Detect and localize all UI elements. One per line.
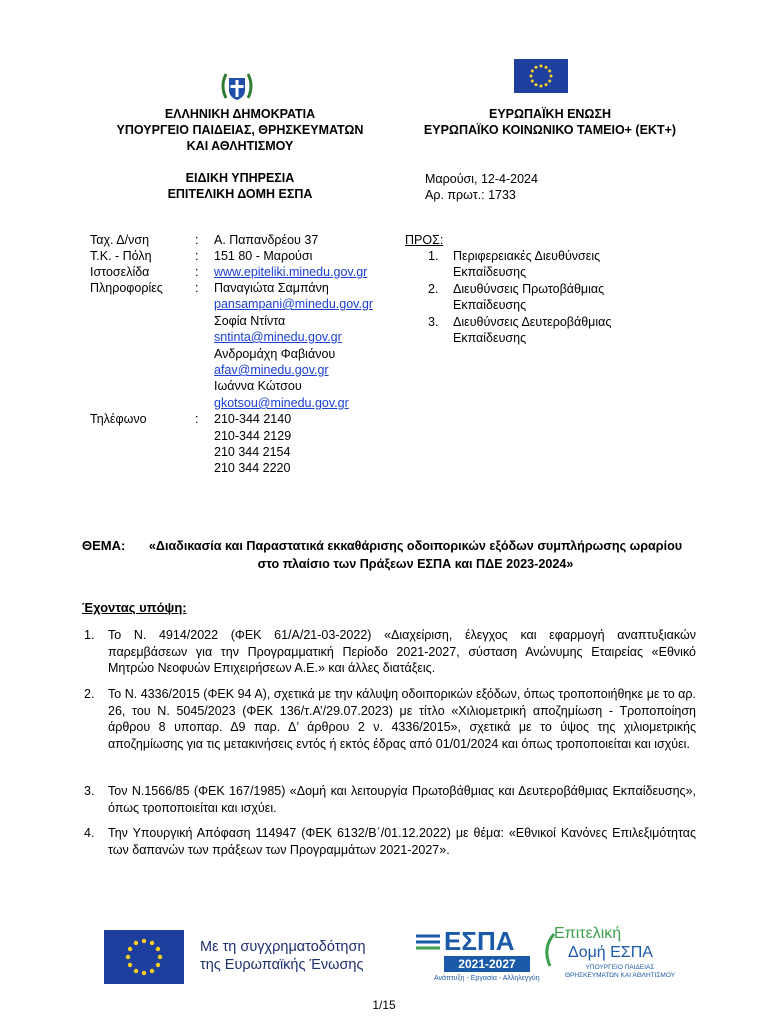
espa-logo bbox=[414, 926, 540, 988]
consideration-text: Την Υπουργική Απόφαση 114947 (ΦΕΚ 6132/Β΄/01.12.2022) με θέμα: «Εθνικοί Κανόνες Επιλεξιμότητας των δαπανών των πράξεων των Προγραμμάτων 2021-2027». bbox=[108, 826, 696, 857]
contact-email-link[interactable]: gkotsou@minedu.gov.gr bbox=[214, 396, 349, 410]
recipient-line: Εκπαίδευσης bbox=[453, 298, 527, 312]
address-value: Α. Παπανδρέου 37 bbox=[214, 233, 319, 247]
contact-email-link[interactable]: afav@minedu.gov.gr bbox=[214, 363, 329, 377]
contact-name: Παναγιώτα Σαμπάνη bbox=[214, 281, 329, 295]
consideration-item bbox=[84, 627, 696, 677]
considering-label: Έχοντας υπόψη: bbox=[82, 600, 187, 615]
consideration-text: Το Ν. 4336/2015 (ΦΕΚ 94 Α), σχετικά με την κάλυψη οδοιπορικών εξόδων, όπως τροποποιήθηκε με το αρ. 26, του Ν. 5045/2023 (ΦΕΚ 136/τ.Α’/29.07.2023) με τίτλο «Χιλιομετρική αποζημίωση - Τροποποίηση άρθρου 8 υποπαρ. Δ9 παρ. Δ’ άρθρου 2 ν. 4336/2015», σχετικά με το ύψος της χιλιομετρικής αποζημίωσης για τις μετακινήσεις εντός ή εκτός έδρας από 01/01/2024 και όπως τροποποιείται και ισχύει. bbox=[108, 687, 696, 751]
espa-tagline: Ανάπτυξη - Εργασία - Αλληλεγγύη bbox=[434, 975, 540, 982]
consideration-item bbox=[84, 825, 696, 858]
epiteliki-subtitle: Δομή ΕΣΠΑ bbox=[568, 944, 653, 961]
phone-number: 210 344 2154 bbox=[214, 445, 291, 459]
recipient-number: 3. bbox=[428, 315, 439, 329]
recipient-number: 1. bbox=[428, 249, 439, 263]
consideration-number: 1. bbox=[84, 628, 95, 642]
consideration-number: 2. bbox=[84, 687, 95, 701]
espa-waves-icon bbox=[414, 932, 444, 954]
date: Μαρούσι, 12-4-2024 bbox=[425, 172, 538, 186]
eu-header-line: ΕΥΡΩΠΑΪΚΗ ΕΝΩΣΗ bbox=[488, 107, 611, 121]
eu-header bbox=[400, 106, 700, 138]
phone-number: 210-344 2140 bbox=[214, 412, 292, 426]
info-label: Πληροφορίες bbox=[90, 281, 163, 295]
contact-name: Ιωάννα Κώτσου bbox=[214, 379, 302, 393]
cofunding-line: Με τη συγχρηματοδότηση bbox=[200, 939, 366, 955]
epiteliki-logo bbox=[540, 922, 680, 988]
recipient-line: Περιφερειακές Διευθύνσεις bbox=[453, 249, 601, 263]
colon: : bbox=[195, 281, 199, 295]
colon: : bbox=[195, 233, 199, 247]
phone-number: 210 344 2220 bbox=[214, 461, 291, 475]
ministry-header bbox=[100, 106, 380, 154]
subject-line: «Διαδικασία και Παραστατικά εκκαθάρισης οδοιπορικών εξόδων συμπλήρωσης ωραρίου bbox=[148, 539, 683, 553]
subject-text bbox=[128, 537, 703, 573]
consideration-text: Το Ν. 4914/2022 (ΦΕΚ 61/Α/21-03-2022) «Διαχείριση, έλεγχος και εφαρμογή αναπτυξιακών παρεμβάσεων για την Προγραμματική Περίοδο 2021-2027, σύσταση Ανώνυμης Εταιρείας «Εθνικό Μητρώο Νεοφυών Επιχειρήσεων Α.Ε.» και άλλες διατάξεις. bbox=[108, 628, 696, 675]
subject-line: στο πλαίσιο των Πράξεων ΕΣΠΑ και ΠΔΕ 2023-2024» bbox=[257, 557, 574, 571]
colon: : bbox=[195, 412, 199, 426]
consideration-item bbox=[84, 686, 696, 752]
phone-label: Τηλέφωνο bbox=[90, 412, 147, 426]
contact-name: Σοφία Ντίντα bbox=[214, 314, 286, 328]
recipient-number: 2. bbox=[428, 282, 439, 296]
eu-flag-icon bbox=[514, 59, 568, 93]
eu-flag-footer-icon bbox=[104, 930, 184, 984]
cofunding-text bbox=[200, 938, 366, 974]
header-line: ΥΠΟΥΡΓΕΙΟ ΠΑΙΔΕΙΑΣ, ΘΡΗΣΚΕΥΜΑΤΩΝ bbox=[116, 123, 364, 137]
consideration-text: Τον Ν.1566/85 (ΦΕΚ 167/1985) «Δομή και λειτουργία Πρωτοβάθμιας και Δευτεροβάθμιας Εκπαίδευσης», όπως τροποποιείται και ισχύει. bbox=[108, 784, 696, 815]
epiteliki-ministry bbox=[560, 964, 680, 980]
service-header bbox=[100, 170, 380, 202]
website-link[interactable]: www.epiteliki.minedu.gov.gr bbox=[214, 265, 368, 279]
recipients-label: ΠΡΟΣ: bbox=[405, 233, 444, 247]
service-line: ΕΠΙΤΕΛΙΚΗ ΔΟΜΗ ΕΣΠΑ bbox=[167, 187, 313, 201]
epiteliki-title: Επιτελική bbox=[554, 925, 622, 942]
page-number: 1/15 bbox=[372, 998, 396, 1012]
ministry-line: ΘΡΗΣΚΕΥΜΑΤΩΝ ΚΑΙ ΑΘΛΗΤΙΣΜΟΥ bbox=[564, 972, 676, 979]
recipient-line: Εκπαίδευσης bbox=[453, 265, 527, 279]
espa-title: ΕΣΠΑ bbox=[444, 926, 515, 956]
header-line: ΕΛΛΗΝΙΚΗ ΔΗΜΟΚΡΑΤΙΑ bbox=[164, 107, 316, 121]
address-label: Ταχ. Δ/νση bbox=[90, 233, 150, 247]
website-label: Ιστοσελίδα bbox=[90, 265, 150, 279]
postal-value: 151 80 - Μαρούσι bbox=[214, 249, 313, 263]
recipient-line: Διευθύνσεις Πρωτοβάθμιας bbox=[453, 282, 605, 296]
recipient-line: Εκπαίδευσης bbox=[453, 331, 527, 345]
greek-coat-of-arms-icon bbox=[218, 68, 256, 106]
cofunding-line: της Ευρωπαϊκής Ένωσης bbox=[200, 957, 364, 973]
contact-email-link[interactable]: pansampani@minedu.gov.gr bbox=[214, 297, 374, 311]
consideration-number: 3. bbox=[84, 784, 95, 798]
consideration-item bbox=[84, 783, 696, 816]
contact-name: Ανδρομάχη Φαβιάνου bbox=[214, 347, 336, 361]
eu-header-line: ΕΥΡΩΠΑΪΚΟ ΚΟΙΝΩΝΙΚΟ ΤΑΜΕΙΟ+ (ΕΚΤ+) bbox=[423, 123, 677, 137]
contact-email-link[interactable]: sntinta@minedu.gov.gr bbox=[214, 330, 342, 344]
ministry-line: ΥΠΟΥΡΓΕΙΟ ΠΑΙΔΕΙΑΣ bbox=[585, 964, 655, 971]
consideration-number: 4. bbox=[84, 826, 95, 840]
subject-label: ΘΕΜΑ: bbox=[82, 538, 126, 553]
postal-label: Τ.Κ. - Πόλη bbox=[90, 249, 152, 263]
espa-years: 2021-2027 bbox=[444, 956, 530, 972]
phone-number: 210-344 2129 bbox=[214, 429, 292, 443]
colon: : bbox=[195, 265, 199, 279]
protocol-number: Αρ. πρωτ.: 1733 bbox=[425, 188, 516, 202]
service-line: ΕΙΔΙΚΗ ΥΠΗΡΕΣΙΑ bbox=[185, 171, 295, 185]
recipient-line: Διευθύνσεις Δευτεροβάθμιας bbox=[453, 315, 612, 329]
colon: : bbox=[195, 249, 199, 263]
header-line: ΚΑΙ ΑΘΛΗΤΙΣΜΟΥ bbox=[186, 139, 294, 153]
